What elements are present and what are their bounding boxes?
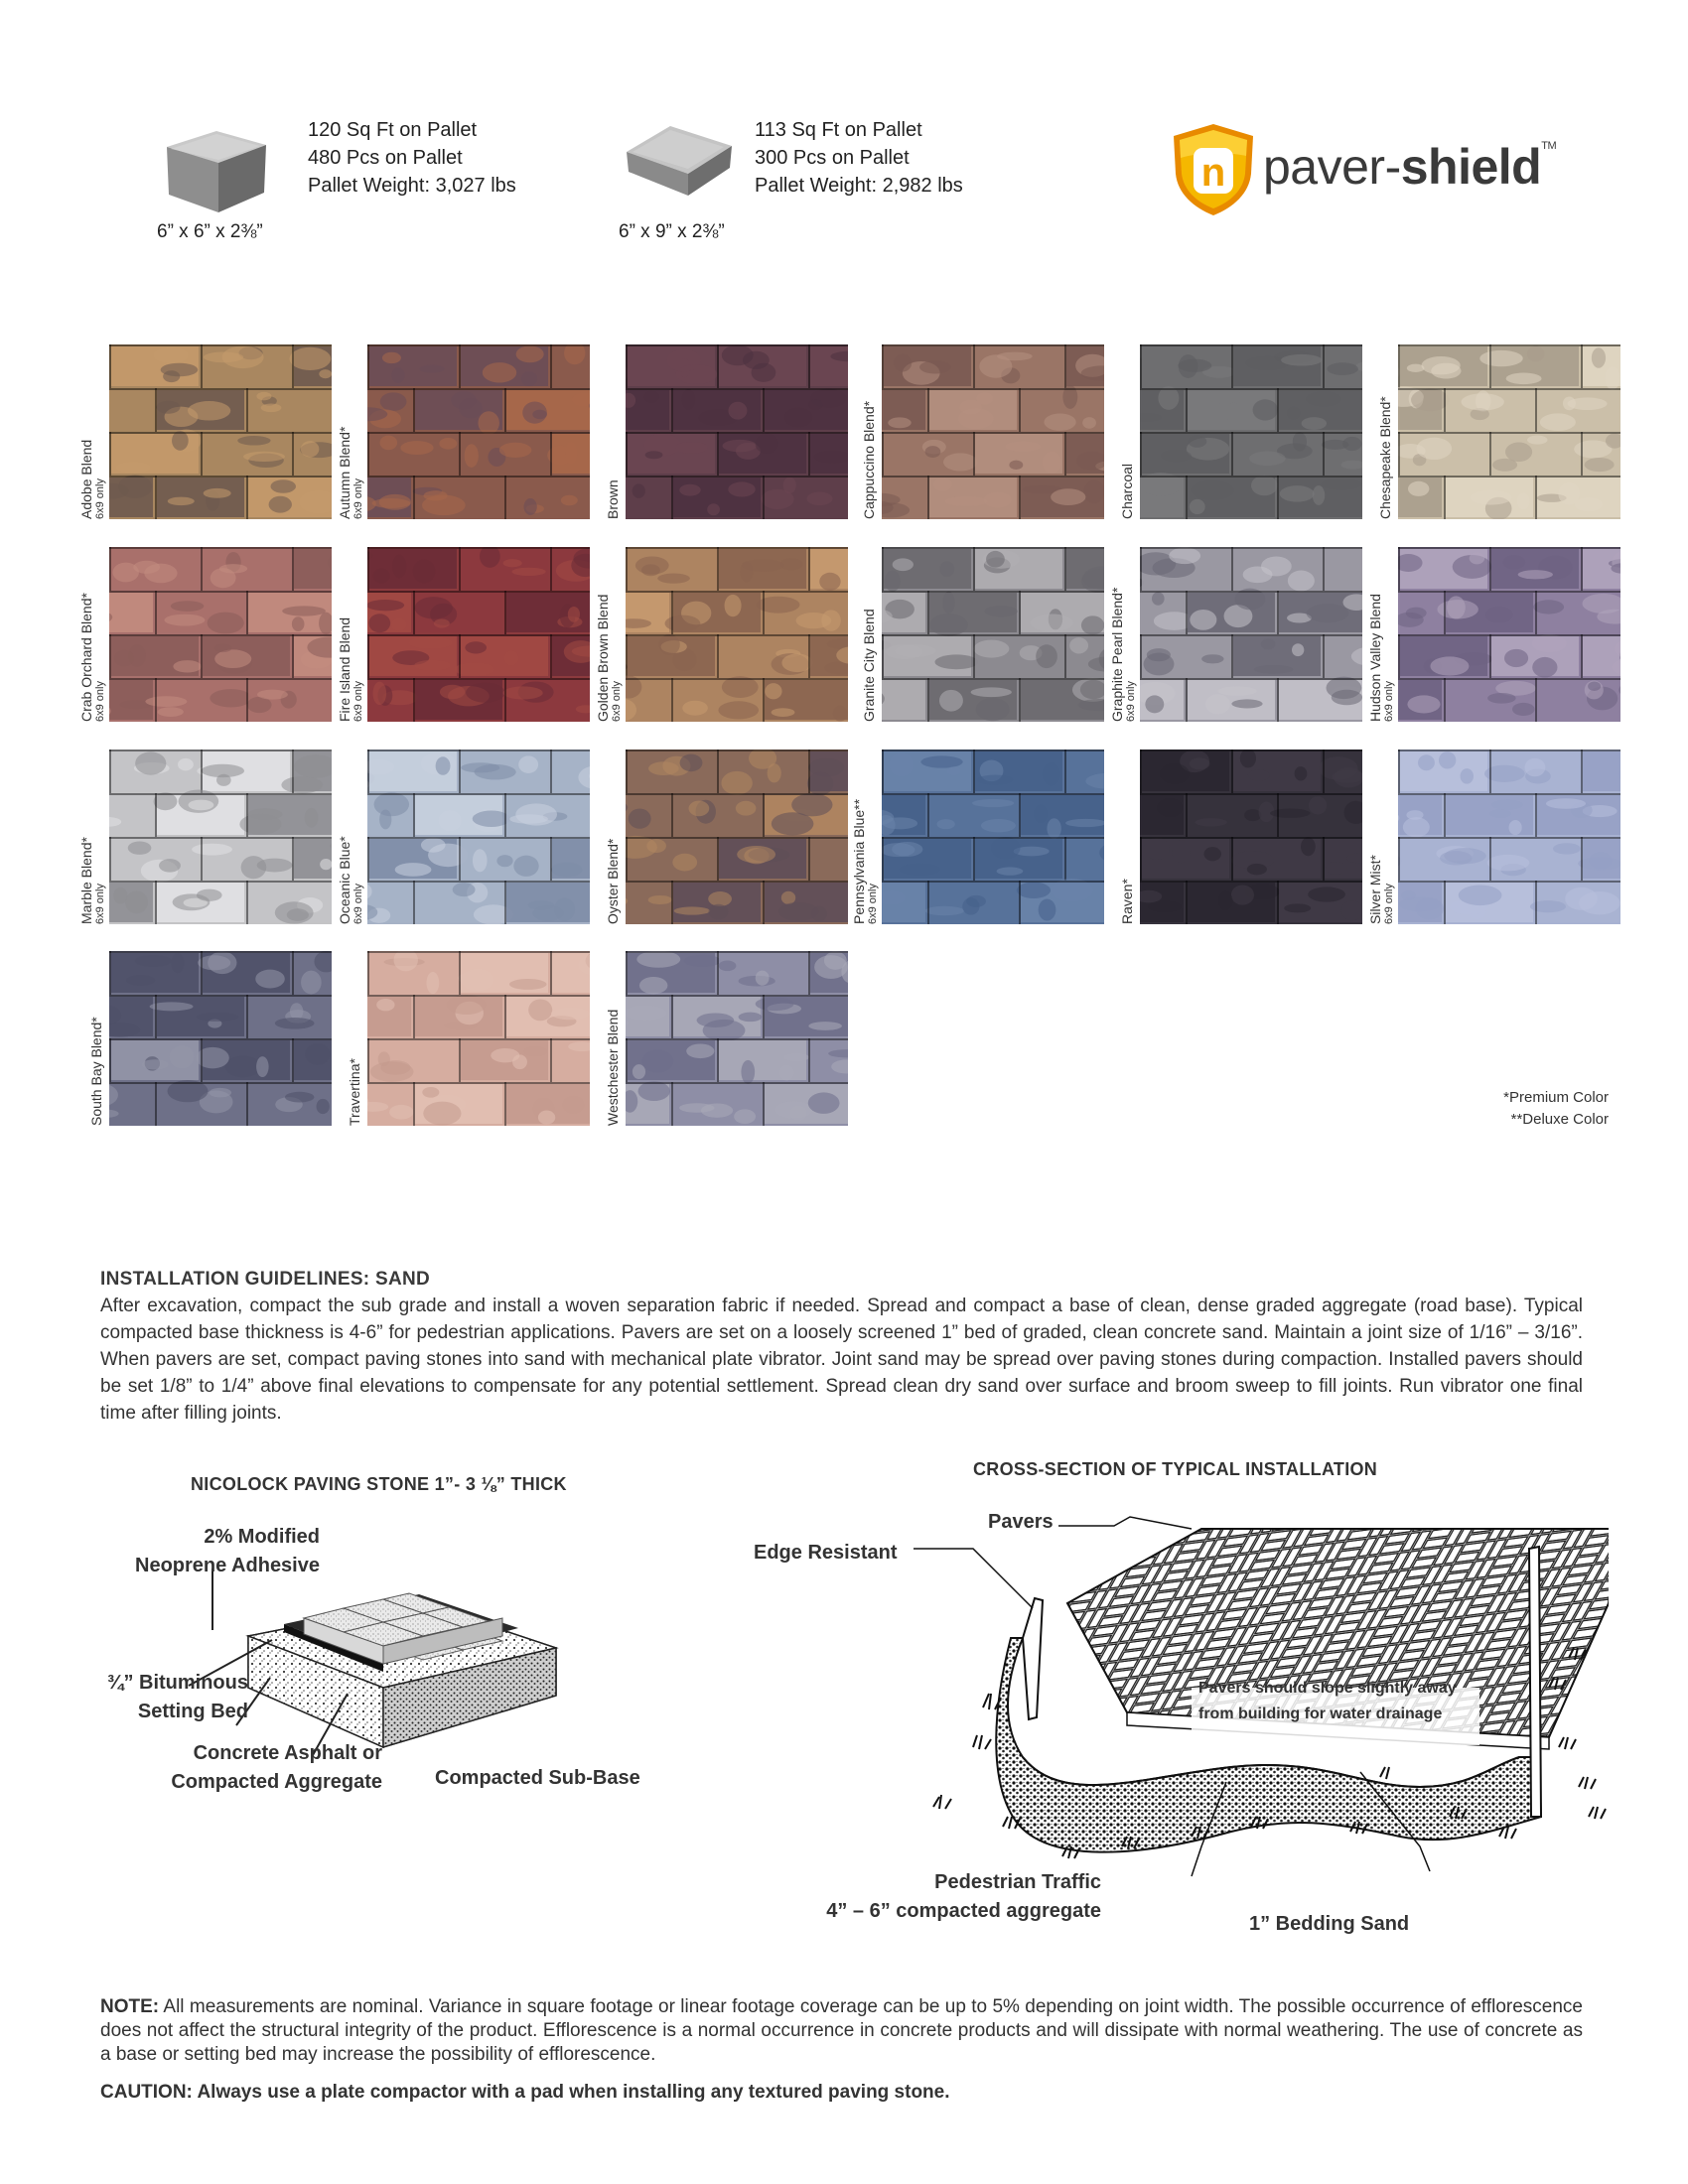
logo-mark: n bbox=[1200, 151, 1226, 195]
diagram1-title: NICOLOCK PAVING STONE 1”- 3 ⅛” THICK bbox=[191, 1474, 567, 1494]
color-legend bbox=[1420, 1087, 1609, 1131]
paver-6x6-image bbox=[157, 119, 276, 218]
bedding-sand-label: 1” Bedding Sand bbox=[1249, 1913, 1410, 1935]
color-swatch bbox=[367, 344, 590, 519]
caution-text: CAUTION: Always use a plate compactor with a pad when installing any textured paving stone. bbox=[100, 2082, 950, 2103]
color-name: Fire Island Blend bbox=[337, 616, 352, 722]
color-name-label bbox=[79, 593, 106, 722]
color-name-label bbox=[89, 1017, 104, 1126]
color-name-label bbox=[862, 609, 877, 722]
color-name: Granite City Blend bbox=[861, 609, 877, 722]
color-size-note: 6x9 only bbox=[94, 681, 106, 722]
paver-texture bbox=[1140, 344, 1362, 519]
color-name: Marble Blend* bbox=[78, 837, 94, 924]
color-name-label bbox=[606, 1010, 621, 1126]
color-name-label bbox=[862, 401, 877, 519]
pallet-pcs: 300 Pcs on Pallet bbox=[755, 147, 910, 169]
paver-texture bbox=[882, 547, 1104, 722]
color-name-label bbox=[852, 799, 879, 924]
paver-texture bbox=[1140, 750, 1362, 924]
product-6x6 bbox=[149, 114, 546, 253]
color-size-note: 6x9 only bbox=[94, 884, 106, 924]
color-swatch bbox=[882, 344, 1104, 519]
pallet-sqft: 113 Sq Ft on Pallet bbox=[755, 119, 922, 141]
paver-6x9-image bbox=[619, 114, 738, 213]
color-name: Oceanic Blue* bbox=[337, 836, 352, 924]
trademark: TM bbox=[1541, 140, 1557, 152]
color-name: Raven* bbox=[1119, 879, 1135, 924]
color-size-note: 6x9 only bbox=[611, 681, 623, 722]
paver-texture bbox=[367, 547, 590, 722]
color-name: Graphite Pearl Blend* bbox=[1109, 587, 1125, 722]
color-swatch bbox=[882, 750, 1104, 924]
installation-guidelines bbox=[100, 1269, 1583, 1427]
paver-texture bbox=[109, 951, 332, 1126]
color-name: Pennsylvania Blue** bbox=[851, 798, 867, 924]
note-paragraph bbox=[100, 1995, 1583, 2067]
paver-texture bbox=[626, 547, 848, 722]
pallet-pcs: 480 Pcs on Pallet bbox=[308, 147, 463, 169]
color-swatch bbox=[109, 344, 332, 519]
color-size-note: 6x9 only bbox=[352, 681, 364, 722]
color-name-label bbox=[1120, 879, 1135, 924]
paver-texture bbox=[626, 750, 848, 924]
pallet-weight: Pallet Weight: 3,027 lbs bbox=[308, 175, 516, 197]
color-swatch bbox=[1140, 547, 1362, 722]
color-name: Charcoal bbox=[1119, 463, 1135, 519]
compacted-subbase-label: Compacted Sub-Base bbox=[435, 1767, 640, 1789]
edge-resistant-label: Edge Resistant bbox=[754, 1542, 898, 1564]
color-size-note: 6x9 only bbox=[94, 478, 106, 519]
diagram2-title: CROSS-SECTION OF TYPICAL INSTALLATION bbox=[973, 1459, 1378, 1479]
color-size-note: 6x9 only bbox=[1125, 681, 1137, 722]
color-swatch bbox=[1398, 547, 1620, 722]
color-name-label bbox=[338, 427, 364, 519]
paver-shield-logo bbox=[1170, 122, 1587, 221]
color-name-label bbox=[606, 479, 621, 519]
color-name: South Bay Blend* bbox=[88, 1017, 104, 1126]
paver-texture bbox=[109, 344, 332, 519]
color-swatch bbox=[109, 951, 332, 1126]
color-name-label bbox=[348, 1058, 362, 1126]
paver-texture bbox=[1140, 547, 1362, 722]
color-name-label bbox=[79, 837, 106, 924]
paver-texture bbox=[109, 750, 332, 924]
color-name-label bbox=[338, 617, 364, 722]
note-text: All measurements are nominal. Variance in square footage or linear footage coverage can be up to 5% depending on joint width. The possible occurrence of efflorescence does not affect the structural integrity of the product. Efflorescence is a normal occurrence in concrete products and will dissipate with normal weathering. The use of concrete as a base or setting bed may increase the possibility of efflorescence. bbox=[100, 1996, 1583, 2065]
paver-texture bbox=[626, 344, 848, 519]
premium-legend: *Premium Color bbox=[1503, 1089, 1609, 1106]
pallet-weight: Pallet Weight: 2,982 lbs bbox=[755, 175, 963, 197]
color-name: Travertina* bbox=[347, 1058, 362, 1126]
pavers-label: Pavers bbox=[988, 1511, 1054, 1533]
color-name: Autumn Blend* bbox=[337, 426, 352, 519]
color-swatch bbox=[367, 547, 590, 722]
paver-texture bbox=[882, 344, 1104, 519]
color-size-note: 6x9 only bbox=[867, 884, 879, 924]
paver-texture bbox=[626, 951, 848, 1126]
install-heading: INSTALLATION GUIDELINES: SAND bbox=[100, 1269, 431, 1290]
color-name: Golden Brown Blend bbox=[595, 594, 611, 722]
color-name: Hudson Valley Blend bbox=[1367, 594, 1383, 722]
color-swatch bbox=[109, 750, 332, 924]
color-swatch bbox=[1140, 344, 1362, 519]
color-name-label bbox=[596, 595, 623, 722]
color-name-label bbox=[606, 839, 621, 924]
concrete-asphalt-label: Concrete Asphalt or Compacted Aggregate bbox=[171, 1742, 382, 1793]
color-name: Adobe Blend bbox=[78, 439, 94, 519]
paver-texture bbox=[109, 547, 332, 722]
color-swatch bbox=[367, 750, 590, 924]
color-name-label bbox=[1120, 464, 1135, 519]
pedestrian-traffic-label: Pedestrian Traffic 4” – 6” compacted aggregate bbox=[826, 1871, 1101, 1922]
paver-texture bbox=[367, 344, 590, 519]
color-swatch bbox=[626, 344, 848, 519]
color-name: Crab Orchard Blend* bbox=[78, 593, 94, 722]
brand-name-bold: shield bbox=[1400, 139, 1542, 195]
paver-texture bbox=[1398, 344, 1620, 519]
paver-texture bbox=[367, 750, 590, 924]
paver-size: 6” x 9” x 2⅜” bbox=[619, 221, 725, 242]
paver-texture bbox=[1398, 547, 1620, 722]
brand-name-light: paver- bbox=[1263, 139, 1401, 195]
color-size-note: 6x9 only bbox=[1383, 884, 1395, 924]
color-size-note: 6x9 only bbox=[352, 478, 364, 519]
color-name-label bbox=[79, 440, 106, 519]
color-swatch bbox=[1140, 750, 1362, 924]
paver-texture bbox=[1398, 750, 1620, 924]
color-name-label bbox=[1110, 588, 1137, 722]
color-name: Cappuccino Blend* bbox=[861, 400, 877, 519]
color-name: Brown bbox=[605, 479, 621, 519]
color-size-note: 6x9 only bbox=[352, 884, 364, 924]
color-swatch bbox=[109, 547, 332, 722]
color-swatch bbox=[1398, 750, 1620, 924]
color-swatch bbox=[882, 547, 1104, 722]
color-name: Westchester Blend bbox=[605, 1009, 621, 1126]
color-swatch bbox=[626, 547, 848, 722]
slope-note: Pavers should slope slightly away from building for water drainage bbox=[1198, 1680, 1457, 1722]
pallet-sqft: 120 Sq Ft on Pallet bbox=[308, 119, 478, 141]
deluxe-legend: **Deluxe Color bbox=[1510, 1111, 1609, 1128]
color-swatch bbox=[626, 750, 848, 924]
color-name: Silver Mist* bbox=[1367, 854, 1383, 924]
color-name: Oyster Blend* bbox=[605, 838, 621, 924]
color-name-label bbox=[338, 836, 364, 924]
paver-size: 6” x 6” x 2⅜” bbox=[157, 221, 263, 242]
color-size-note: 6x9 only bbox=[1383, 681, 1395, 722]
color-name: Chesapeake Blend* bbox=[1377, 396, 1393, 519]
color-name-label bbox=[1378, 396, 1393, 519]
color-swatch bbox=[367, 951, 590, 1126]
paver-texture bbox=[367, 951, 590, 1126]
color-name-label bbox=[1368, 594, 1395, 722]
shield-icon bbox=[1170, 122, 1257, 217]
note-label: NOTE: bbox=[100, 1996, 160, 2017]
color-name-label bbox=[1368, 855, 1395, 924]
color-swatch bbox=[626, 951, 848, 1126]
adhesive-label: 2% Modified Neoprene Adhesive bbox=[135, 1526, 320, 1576]
install-body: After excavation, compact the sub grade and install a woven separation fabric if needed. Spread and compact a base of clean, dense graded aggregate (road base). Typical compacted base thickness is 4-6” for pedestrian applications. Pavers are set on a loosely screened 1” bed of graded, clean concrete sand. Maintain a joint size of 1/16” – 3/16”. When pavers are set, compact paving stones into sand with mechanical plate vibrator. Joint sand may be spread over paving stones during compaction. Installed pavers should be set 1/8” to 1/4” above final elevations to compensate for any potential settlement. Spread clean dry sand over surface and broom sweep to fill joints. Run vibrator one final time after filling joints. bbox=[100, 1296, 1583, 1424]
product-6x9 bbox=[614, 114, 1031, 253]
paver-texture bbox=[882, 750, 1104, 924]
color-swatch bbox=[1398, 344, 1620, 519]
setting-bed-label: ¾” Bituminous Setting Bed bbox=[106, 1672, 248, 1722]
